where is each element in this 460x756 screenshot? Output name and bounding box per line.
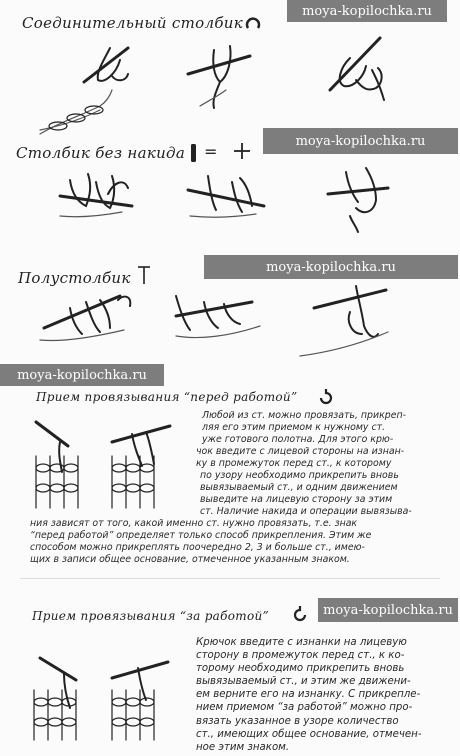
plus-icon: [232, 141, 252, 161]
section-divider: [20, 578, 440, 579]
text-line: вывязываемый ст., и этим же движени-: [196, 676, 411, 688]
back-post-text: [196, 636, 456, 754]
text-line: Крючок введите с изнанки на лицевую: [196, 637, 407, 648]
text-line: ем верните его на изнанку. С прикрепле-: [196, 689, 421, 701]
text-line: ляя его этим приемом к нужному ст.: [202, 422, 386, 433]
watermark-text: moya-kopilochka.ru: [17, 367, 147, 383]
text-line: ст., имеющих общее основание, отмечен-: [196, 728, 422, 740]
equals-sign: =: [204, 142, 218, 161]
text-line: уже готового полотна. Для этого крю-: [202, 434, 394, 445]
watermark-text: moya-kopilochka.ru: [266, 259, 396, 275]
text-line: “перед работой” определяет только способ прикрепления. Этим же: [30, 530, 372, 541]
text-line: вывязываемый ст., и одним движением: [200, 482, 398, 493]
back-post-illustrations: [20, 650, 200, 750]
back-post-symbol-icon: [292, 605, 308, 625]
text-line: ния зависят от того, какой именно ст. нужно провязать, т.е. знак: [30, 518, 358, 529]
text-line: по узору необходимо прикрепить вновь: [200, 470, 399, 481]
watermark-banner-2: [263, 128, 458, 154]
text-line: чок введите с лицевой стороны на изнан-: [196, 446, 405, 457]
watermark-banner-4: [0, 364, 164, 386]
half-double-illustrations: [0, 282, 460, 372]
watermark-text: moya-kopilochka.ru: [295, 133, 426, 149]
watermark-banner-5: [318, 598, 458, 622]
watermark-banner-1: [287, 0, 447, 22]
front-post-text: [0, 410, 460, 570]
back-post-title: Прием провязывания “за работой”: [32, 609, 269, 623]
text-line: нием приемом “за работой” можно про-: [196, 702, 413, 714]
watermark-banner-3: [204, 255, 458, 279]
front-post-title: Прием провязывания “перед работой”: [36, 390, 298, 404]
half-double-title: Полустолбик: [18, 269, 131, 287]
watermark-text: moya-kopilochka.ru: [323, 602, 453, 618]
text-line: выведите на лицевую сторону за этим: [200, 494, 393, 505]
front-post-symbol-icon: [318, 388, 334, 408]
text-line: ст. Наличие накида и операции вывязыва-: [200, 506, 412, 517]
text-line: вязать указанное в узоре количество: [196, 715, 399, 727]
text-line: сторону в промежуток перед ст., к ко-: [196, 650, 405, 662]
single-crochet-title: Столбик без накида: [16, 144, 186, 162]
slip-stitch-title: Соединительный столбик: [22, 14, 244, 32]
text-line: щих в записи общее основание, отмеченное указанным знаком.: [30, 554, 350, 565]
slip-stitch-illustrations: [0, 30, 460, 140]
text-line: ку в промежуток перед ст., к которому: [196, 458, 392, 469]
text-line: способом можно прикреплять поочередно 2, 3 и больше ст., имею-: [30, 542, 365, 553]
single-crochet-illustrations: [0, 160, 460, 250]
watermark-text: moya-kopilochka.ru: [302, 3, 432, 19]
text-line: Любой из ст. можно провязать, прикреп-: [202, 410, 406, 421]
text-line: торому необходимо прикрепить вновь: [196, 663, 405, 675]
text-line: ное этим знаком.: [196, 741, 290, 753]
